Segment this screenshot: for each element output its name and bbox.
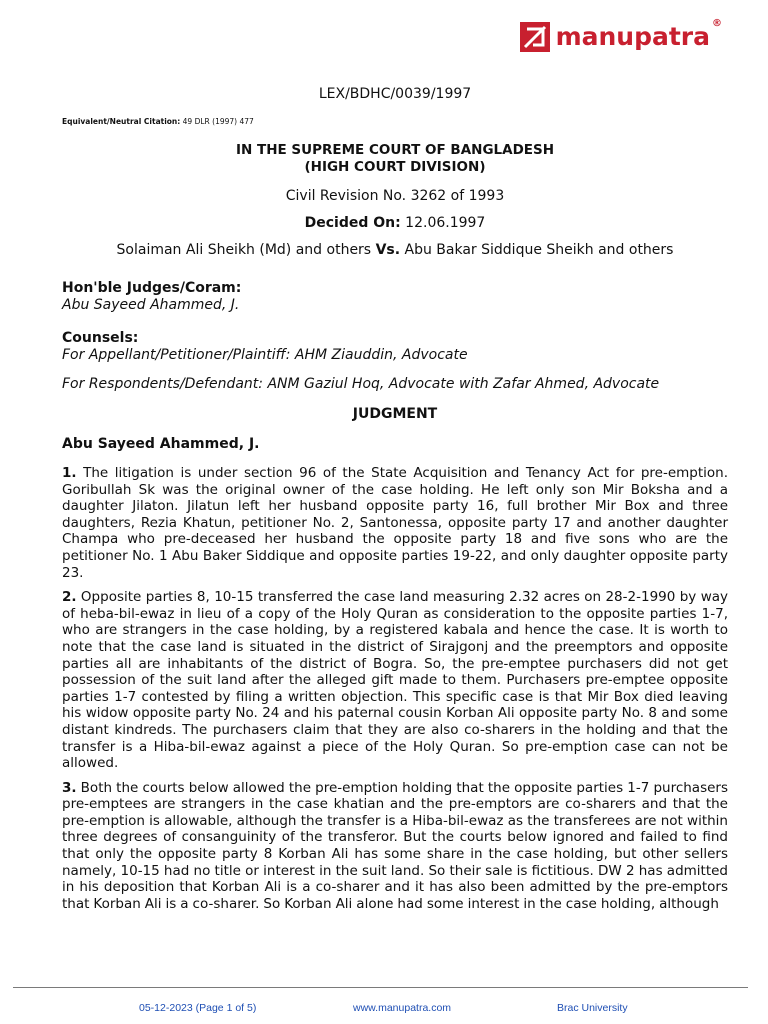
judgment-author: Abu Sayeed Ahammed, J. xyxy=(62,436,260,452)
neutral-citation xyxy=(62,117,728,126)
paragraph-number: 3. xyxy=(62,779,77,796)
court-name xyxy=(62,142,728,176)
paragraph-text: Opposite parties 8, 10-15 transferred the case land measuring 2.32 acres on 28-2-1990 by way of heba-bil-ewaz in lieu of a copy of the Holy Quran as consideration to the opposite parties 1-7, who are strangers in the case holding, by a registered kabala and hence the case. It is worth to note that the case land is situated in the district of Sirajgonj and the preemptors and opposite parties all are inhabitants of the district of Bogra. So, the pre-emptee purchasers did not get possession of the suit land after the alleged gift made to them. Purchasers pre-emptee opposite parties 1-7 contested by filing a written objection. This specific case is that Mir Box died leaving his widow opposite party No. 24 and his paternal cousin Korban Ali opposite party No. 8 and some distant kindreds. The purchasers claim that they are also co-sharers in the holding and that the transfer is a Hiba-bil-ewaz against a piece of the Holy Quran. So pre-emption case can not be allowed. xyxy=(62,589,728,772)
court-line-1: IN THE SUPREME COURT OF BANGLADESH xyxy=(235,142,555,158)
paragraph-2 xyxy=(62,589,728,772)
registered-mark: ® xyxy=(712,18,722,29)
paragraph-1 xyxy=(62,465,728,581)
paragraph-3 xyxy=(62,780,728,913)
paragraph-text: Both the courts below allowed the pre-emption holding that the opposite parties 1-7 purchasers pre-emptees are strangers in the case khatian and the pre-emptors are co-sharers and that the pre-emption is allowable, although the transfer is a Hiba-bil-ewaz as the transferees are not within three degrees of consanguinity of the transferor. But the courts below ignored and failed to find that only the opposite party 8 Korban Ali has some share in the case holding, but other sellers namely, 10-15 had no title or interest in the suit land. So their sale is fictitious. DW 2 has admitted in his deposition that Korban Ali is a co-sharer and it has also been admitted by the pre-emptors that Korban Ali is a co-sharer. So Korban Ali alone had some interest in the case holding, although xyxy=(62,779,728,912)
respondent-party: Abu Bakar Siddique Sheikh and others xyxy=(400,242,674,258)
manupatra-logo-icon xyxy=(520,22,550,52)
footer-institution: Brac University xyxy=(557,1002,628,1014)
decided-date: 12.06.1997 xyxy=(400,215,486,231)
lex-id: LEX/BDHC/0039/1997 xyxy=(318,86,472,102)
manupatra-logo xyxy=(520,18,722,52)
case-parties xyxy=(62,242,728,258)
counsel-respondent: For Respondents/Defendant: ANM Gaziul Hoq, Advocate with Zafar Ahmed, Advocate xyxy=(62,376,660,392)
decided-on xyxy=(62,215,728,231)
footer-page-info: 05-12-2023 (Page 1 of 5) xyxy=(139,1002,257,1014)
citation-value: 49 DLR (1997) 477 xyxy=(180,117,254,126)
paragraph-number: 1. xyxy=(62,465,77,481)
judges-heading: Hon'ble Judges/Coram: xyxy=(62,280,242,296)
versus: Vs. xyxy=(375,242,401,258)
petitioner-party: Solaiman Ali Sheikh (Md) and others xyxy=(116,242,376,258)
counsel-appellant: For Appellant/Petitioner/Plaintiff: AHM Ziauddin, Advocate xyxy=(62,347,468,363)
judges-list: Abu Sayeed Ahammed, J. xyxy=(62,297,240,313)
case-number: Civil Revision No. 3262 of 1993 xyxy=(285,188,505,204)
judgment-heading: JUDGMENT xyxy=(352,406,438,422)
citation-label: Equivalent/Neutral Citation: xyxy=(62,117,181,126)
decided-label: Decided On: xyxy=(304,215,401,231)
court-line-2: (HIGH COURT DIVISION) xyxy=(304,159,486,175)
paragraph-text: The litigation is under section 96 of the State Acquisition and Tenancy Act for pre-emption. Goribullah Sk was the original owner of the case holding. He left only son Mir Boksha and a daughter Jilaton. Jilatun left her husband opposite party 16, full brother Mir Box and three daughters, Rezia Khatun, petitioner No. 2, Santonessa, opposite party 17 and another daughter Champa who pre-deceased her husband the opposite party 18 and five sons who are the petitioner No. 1 Abu Baker Siddique and opposite parties 19-22, and only daughter opposite party 23. xyxy=(62,465,728,581)
paragraph-number: 2. xyxy=(62,589,77,606)
footer-website-link[interactable]: www.manupatra.com xyxy=(353,1002,452,1014)
document-body xyxy=(62,86,728,920)
footer-divider xyxy=(13,987,748,988)
brand-name: manupatra xyxy=(555,22,710,51)
counsels-heading: Counsels: xyxy=(62,330,139,346)
